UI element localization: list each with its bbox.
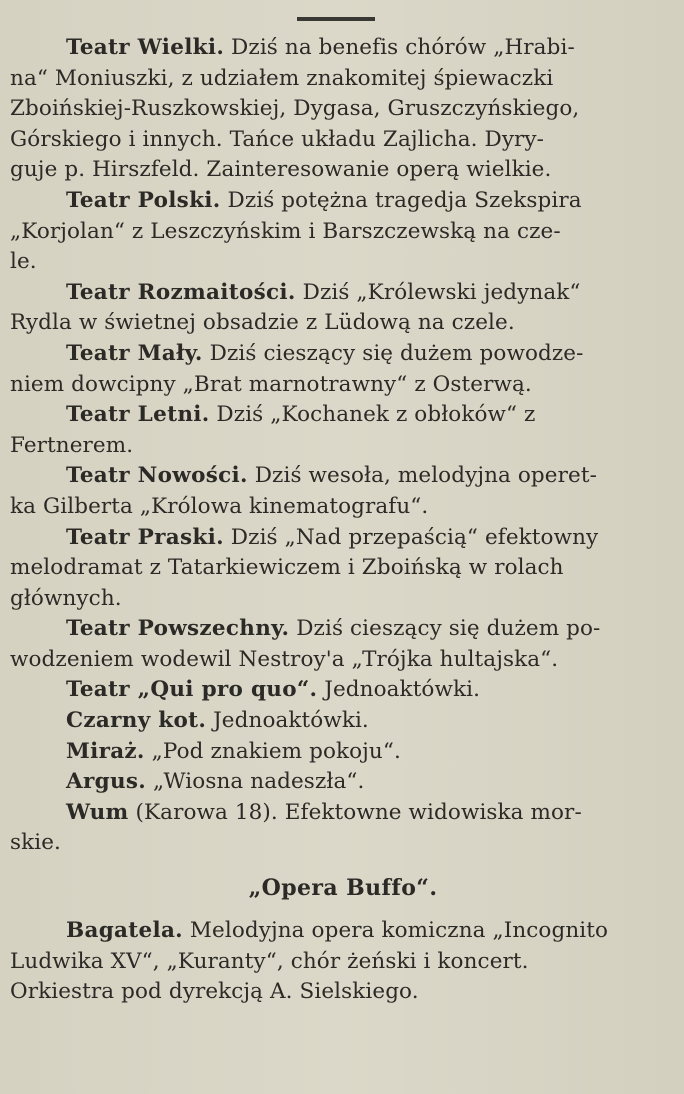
line-text: Dziś „Nad przepaścią“ efektowny (223, 524, 599, 550)
section-heading: „Opera Buffo“. (248, 875, 438, 902)
text-line (10, 125, 676, 156)
text-line (10, 977, 676, 1008)
theatre-name: Teatr Wielki. (66, 35, 225, 60)
line-text: Orkiestra pod dyrekcją A. Sielskiego. (10, 979, 419, 1005)
theatre-name: Teatr „Qui pro quo“. (66, 677, 318, 703)
text-line (10, 584, 676, 615)
theatre-entry (10, 33, 676, 186)
theatre-name: Teatr Mały. (66, 340, 203, 366)
theatre-entry (10, 767, 676, 798)
theatre-name: Bagatela. (66, 918, 183, 944)
line-text: „Wiosna nadeszła“. (146, 769, 365, 795)
line-text: Górskiego i innych. Tańce układu Zajlicha. Dyry- (10, 126, 545, 152)
text-line (10, 675, 676, 706)
line-text: Dziś cieszący się dużem po- (289, 616, 601, 642)
theatre-name: Teatr Letni. (66, 402, 210, 428)
theatre-entry (10, 278, 676, 339)
theatre-name: Teatr Praski. (66, 524, 224, 550)
line-text: Jednoaktówki. (206, 708, 369, 734)
text-line (10, 645, 676, 676)
text-line (10, 706, 676, 737)
text-line (10, 339, 676, 370)
line-text: Dziś cieszący się dużem powodze- (202, 340, 584, 366)
text-line (10, 400, 676, 431)
top-divider-rule (297, 17, 375, 21)
line-text: Dziś potężna tragedja Szekspira (220, 187, 582, 213)
theatre-entry (10, 523, 676, 615)
text-line (10, 798, 676, 829)
theatre-name: Wum (66, 799, 129, 825)
theatre-entry (10, 675, 676, 706)
theatre-name: Teatr Rozmaitości. (66, 279, 296, 305)
line-text: (Karowa 18). Efektowne widowiska mor- (128, 799, 582, 825)
theatre-entry (10, 461, 676, 522)
theatre-name: Teatr Nowości. (66, 463, 248, 489)
line-text: Fertnerem. (10, 432, 134, 458)
line-text: melodramat z Tatarkiewiczem i Zboińską w rolach (10, 555, 564, 581)
line-text: głównych. (10, 585, 122, 611)
line-text: Dziś na benefis chórów „Hrabi- (224, 35, 575, 60)
line-text: Melodyjna opera komiczna „Incognito (182, 918, 609, 944)
text-line (10, 247, 676, 278)
theatre-entry (10, 737, 676, 768)
text-line (10, 614, 676, 645)
text-line (10, 186, 676, 217)
text-line (10, 553, 676, 584)
theatre-entries (10, 33, 676, 859)
line-text: wodzeniem wodewil Nestroy'a „Trójka hultajska“. (10, 646, 559, 672)
text-line (10, 217, 676, 248)
text-line (10, 947, 676, 978)
final-entry (10, 916, 676, 1008)
line-text: ka Gilberta „Królowa kinematografu“. (10, 493, 429, 519)
text-line (10, 64, 676, 95)
text-line (10, 492, 676, 523)
bagatela-entry (10, 916, 676, 1008)
text-line (10, 155, 676, 186)
theatre-name: Czarny kot. (66, 708, 207, 734)
theatre-name: Miraż. (66, 738, 145, 764)
text-line (10, 431, 676, 462)
theatre-entry (10, 400, 676, 461)
line-text: Dziś „Królewski jedynak“ (295, 279, 581, 305)
line-text: niem dowcipny „Brat marnotrawny“ z Osterwą. (10, 371, 532, 397)
line-text: le. (10, 249, 37, 275)
theatre-entry (10, 798, 676, 859)
text-line (10, 916, 676, 947)
line-text: Jednoaktówki. (317, 677, 481, 703)
line-text: guje p. Hirszfeld. Zainteresowanie operą wielkie. (10, 157, 552, 183)
theatre-listings-column (10, 33, 676, 1008)
line-text: Dziś wesoła, melodyjna operet- (247, 463, 597, 489)
theatre-name: Teatr Polski. (66, 187, 221, 213)
line-text: na“ Moniuszki, z udziałem znakomitej śpiewaczki (10, 65, 554, 91)
theatre-name: Argus. (66, 769, 147, 795)
line-text: Ludwika XV“, „Kuranty“, chór żeński i koncert. (10, 948, 529, 974)
theatre-entry (10, 706, 676, 737)
line-text: Dziś „Kochanek z obłoków“ z (209, 402, 536, 428)
text-line (10, 767, 676, 798)
text-line (10, 278, 676, 309)
text-line (10, 737, 676, 768)
theatre-entry (10, 186, 676, 278)
text-line (10, 461, 676, 492)
line-text: „Korjolan“ z Leszczyńskim i Barszczewską na cze- (10, 218, 561, 244)
text-line (10, 828, 676, 859)
line-text: Rydla w świetnej obsadzie z Lüdową na czele. (10, 310, 515, 336)
theatre-entry (10, 339, 676, 400)
line-text: skie. (10, 830, 61, 856)
text-line (10, 33, 676, 64)
theatre-name: Teatr Powszechny. (66, 616, 290, 642)
text-line (10, 523, 676, 554)
text-line (10, 94, 676, 125)
line-text: „Pod znakiem pokoju“. (144, 738, 401, 764)
text-line (10, 370, 676, 401)
theatre-entry (10, 614, 676, 675)
text-line (10, 308, 676, 339)
line-text: Zboińskiej-Ruszkowskiej, Dygasa, Gruszczyńskiego, (10, 96, 580, 122)
